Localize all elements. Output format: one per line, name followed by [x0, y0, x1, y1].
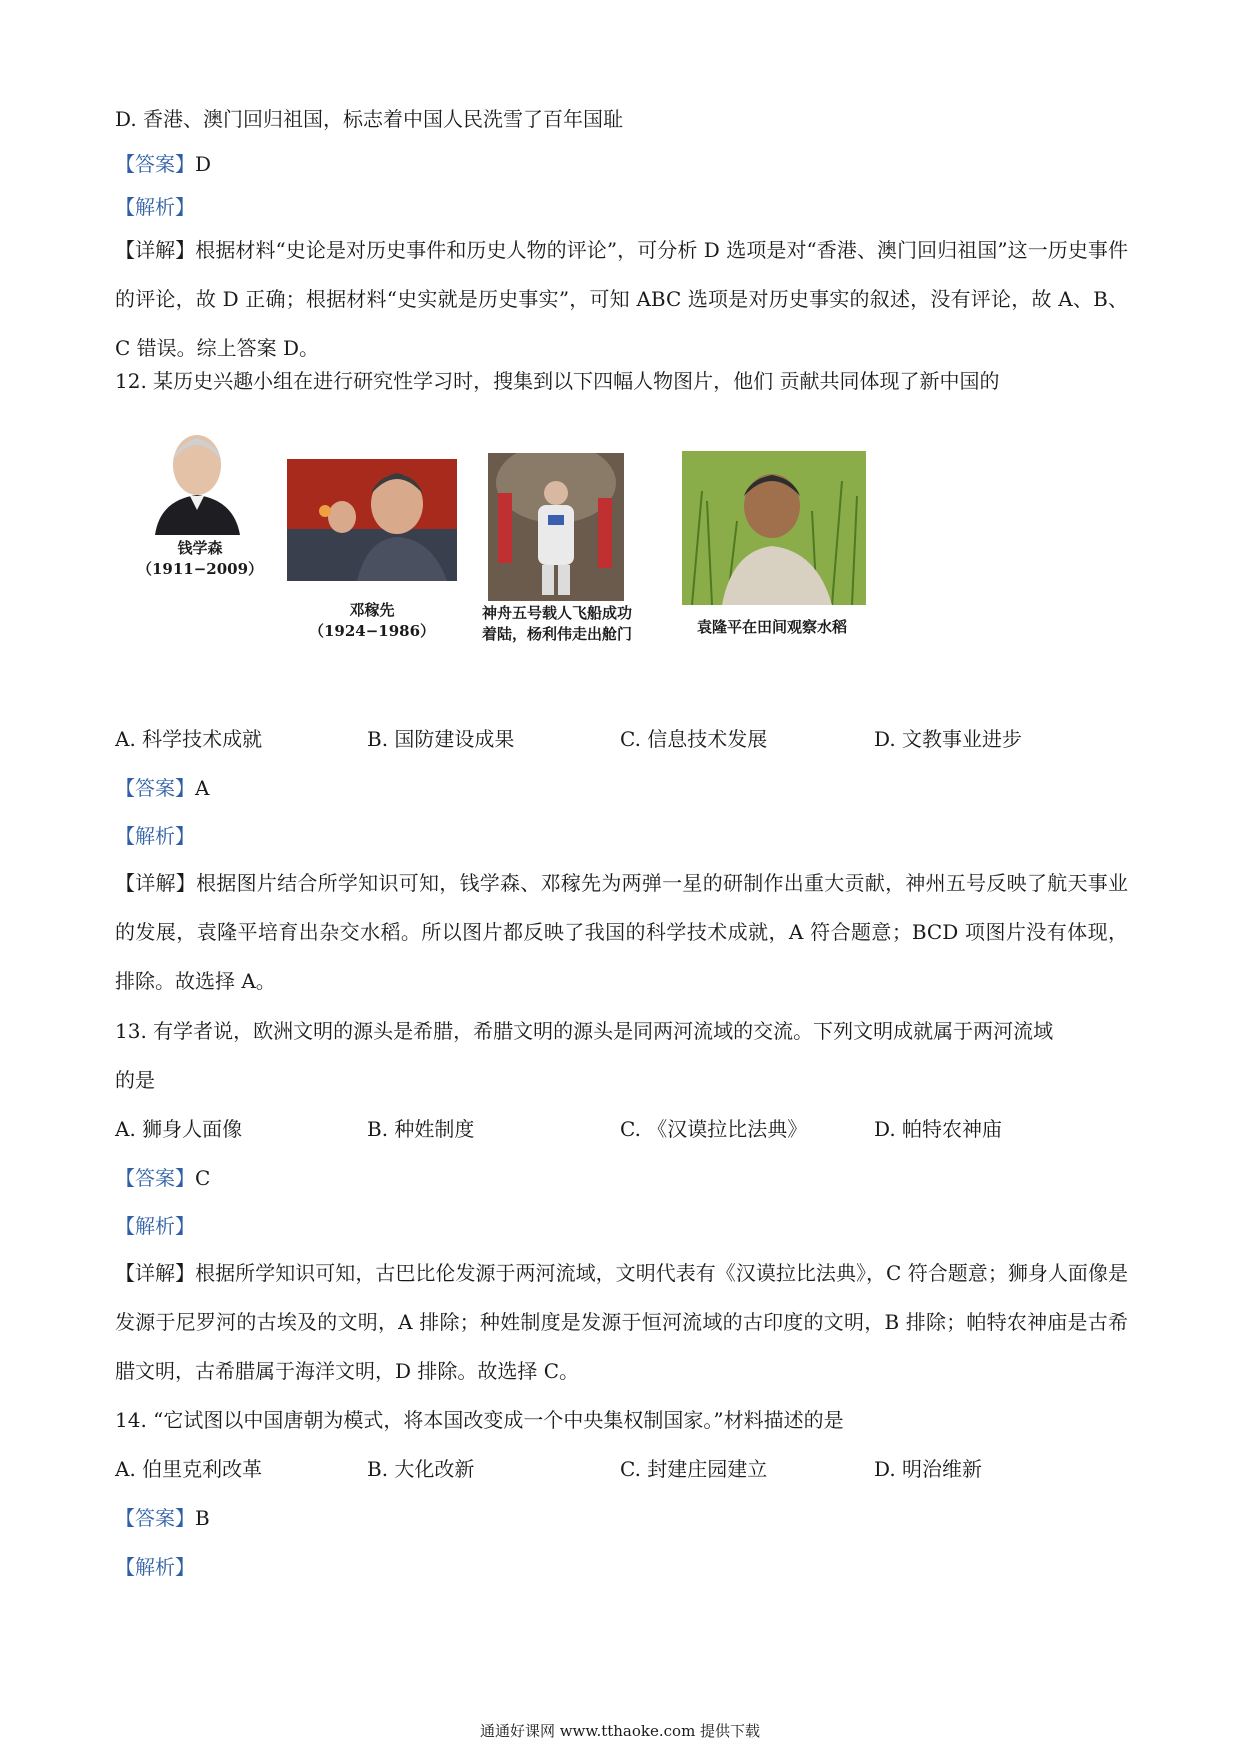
q11-detail [115, 226, 1128, 373]
q11-answer: D [195, 152, 212, 176]
q14-option-a: A. 伯里克利改革 [115, 1457, 263, 1481]
q14-answer-line [115, 1505, 210, 1531]
deng-jiaxian-caption [292, 600, 452, 642]
q12-option-b: B. 国防建设成果 [367, 727, 515, 751]
q11-detail-text: 根据材料“史论是对历史事件和历史人物的评论”，可分析 D 选项是对“香港、澳门回归祖国”这一历史事件的评论，故 D 正确；根据材料“史实就是历史事实”，可知 ABC 选项是对历史事实的叙述，没有评论，故 A、B、C 错误。综上答案 D。 [115, 238, 1128, 360]
q13-detail-text: 根据所学知识可知，古巴比伦发源于两河流域，文明代表有《汉谟拉比法典》，C 符合题意；狮身人面像是发源于尼罗河的古埃及的文明，A 排除；种姓制度是发源于恒河流域的古印度的文明，B 排除；帕特农神庙是古希腊文明，古希腊属于海洋文明，D 排除。故选择 C。 [115, 1261, 1128, 1383]
yuan-longping-caption [672, 617, 872, 638]
detail-tag: 【详解】 [115, 1261, 196, 1285]
q11-option-d: D. 香港、澳门回归祖国，标志着中国人民洗雪了百年国耻 [115, 107, 624, 131]
caption-line1: 袁隆平在田间观察水稻 [696, 618, 847, 636]
q12-option-a: A. 科学技术成就 [115, 727, 263, 751]
page-footer: 通通好课网 www.tthaoke.com 提供下载 [479, 1722, 761, 1740]
q14-stem: 14. “它试图以中国唐朝为模式，将本国改变成一个中央集权制国家。”材料描述的是 [115, 1408, 844, 1432]
detail-tag: 【详解】 [115, 871, 197, 895]
answer-tag: 【答案】 [115, 152, 195, 176]
answer-tag: 【答案】 [115, 1506, 195, 1530]
answer-tag: 【答案】 [115, 776, 195, 800]
q12-answer: A [195, 776, 210, 800]
q13-option-b: B. 种姓制度 [367, 1117, 475, 1141]
caption-line2: 着陆，杨利伟走出舱门 [481, 625, 632, 643]
q12-option-c: C. 信息技术发展 [620, 727, 768, 751]
q13-answer-line [115, 1165, 210, 1191]
caption-line1: 神舟五号载人飞船成功 [481, 604, 632, 622]
deng-jiaxian-photo [287, 459, 457, 581]
q11-analysis-tag: 【解析】 [115, 195, 195, 219]
caption-years: （1924−1986） [308, 622, 436, 640]
shenzhou5-photo [488, 453, 624, 601]
caption-years: （1911−2009） [136, 560, 264, 578]
q14-analysis-tag: 【解析】 [115, 1555, 195, 1579]
q14-option-d: D. 明治维新 [874, 1457, 983, 1481]
shenzhou5-caption [462, 603, 652, 645]
q13-detail [115, 1249, 1128, 1396]
caption-name: 邓稼先 [349, 601, 395, 619]
q12-detail-text: 根据图片结合所学知识可知，钱学森、邓稼先为两弹一星的研制作出重大贡献，神州五号反映了航天事业的发展，袁隆平培育出杂交水稻。所以图片都反映了我国的科学技术成就，A 符合题意；BCD 项图片没有体现，排除。故选择 A。 [115, 871, 1129, 993]
q12-answer-line [115, 775, 209, 801]
q12-analysis-tag: 【解析】 [115, 824, 195, 848]
caption-name: 钱学森 [177, 539, 223, 557]
q14-answer: B [195, 1506, 210, 1530]
q11-answer-line [115, 151, 211, 177]
q12-option-d: D. 文教事业进步 [874, 727, 1023, 751]
q13-option-c: C. 《汉谟拉比法典》 [620, 1117, 808, 1141]
q13-stem-line2: 的是 [115, 1068, 155, 1092]
q13-option-a: A. 狮身人面像 [115, 1117, 243, 1141]
q13-answer: C [195, 1166, 211, 1190]
q13-analysis-tag: 【解析】 [115, 1214, 195, 1238]
q12-stem: 12. 某历史兴趣小组在进行研究性学习时，搜集到以下四幅人物图片，他们 贡献共同体现了新中国的 [115, 369, 1000, 393]
qian-xuesen-caption [120, 538, 280, 580]
q13-stem-line1: 13. 有学者说，欧洲文明的源头是希腊，希腊文明的源头是同两河流域的交流。下列文明成就属于两河流域 [115, 1019, 1054, 1043]
answer-tag: 【答案】 [115, 1166, 195, 1190]
yuan-longping-photo [682, 451, 866, 605]
q14-option-c: C. 封建庄园建立 [620, 1457, 768, 1481]
q12-detail [115, 859, 1128, 1006]
qian-xuesen-photo [140, 420, 258, 535]
q14-option-b: B. 大化改新 [367, 1457, 475, 1481]
detail-tag: 【详解】 [115, 238, 196, 262]
q13-option-d: D. 帕特农神庙 [874, 1117, 1003, 1141]
